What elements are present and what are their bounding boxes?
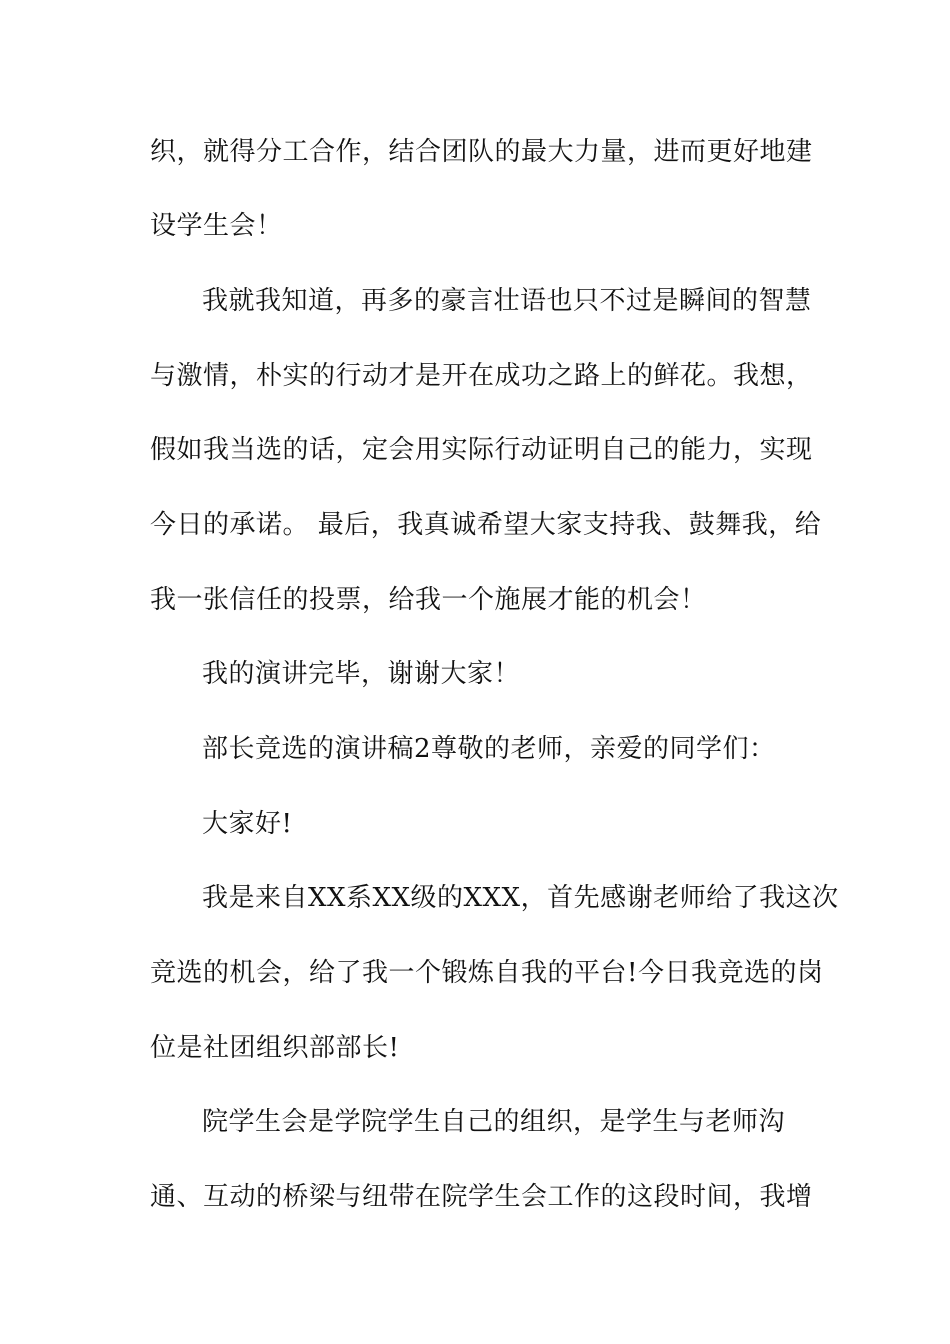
paragraph-start-line: 我是来自XX系XX级的XXX，首先感谢老师给了我这次	[202, 883, 839, 913]
text-line: 竞选的机会，给了我一个锻炼自我的平台!今日我竞选的岗	[150, 958, 824, 988]
text-line: 织，就得分工合作，结合团队的最大力量，进而更好地建	[150, 137, 813, 167]
text-line: 设学生会！	[150, 211, 283, 241]
text-line: 位是社团组织部部长!	[150, 1033, 400, 1063]
paragraph-start-line: 我就我知道，再多的豪言壮语也只不过是瞬间的智慧	[202, 286, 812, 316]
text-line: 通、互动的桥梁与纽带在院学生会工作的这段时间，我增	[150, 1182, 813, 1212]
text-line: 我一张信任的投票，给我一个施展才能的机会！	[150, 585, 707, 615]
text-line: 与激情，朴实的行动才是开在成功之路上的鲜花。我想，	[150, 361, 813, 391]
text-line: 今日的承诺。 最后，我真诚希望大家支持我、鼓舞我，给	[150, 510, 822, 540]
paragraph-start-line: 大家好!	[202, 809, 293, 839]
paragraph-start-line: 院学生会是学院学生自己的组织，是学生与老师沟	[202, 1107, 786, 1137]
paragraph-start-line: 我的演讲完毕，谢谢大家！	[202, 659, 521, 689]
text-line: 假如我当选的话，定会用实际行动证明自己的能力，实现	[150, 435, 813, 465]
paragraph-start-line: 部长竞选的演讲稿2尊敬的老师，亲爱的同学们：	[202, 734, 776, 764]
